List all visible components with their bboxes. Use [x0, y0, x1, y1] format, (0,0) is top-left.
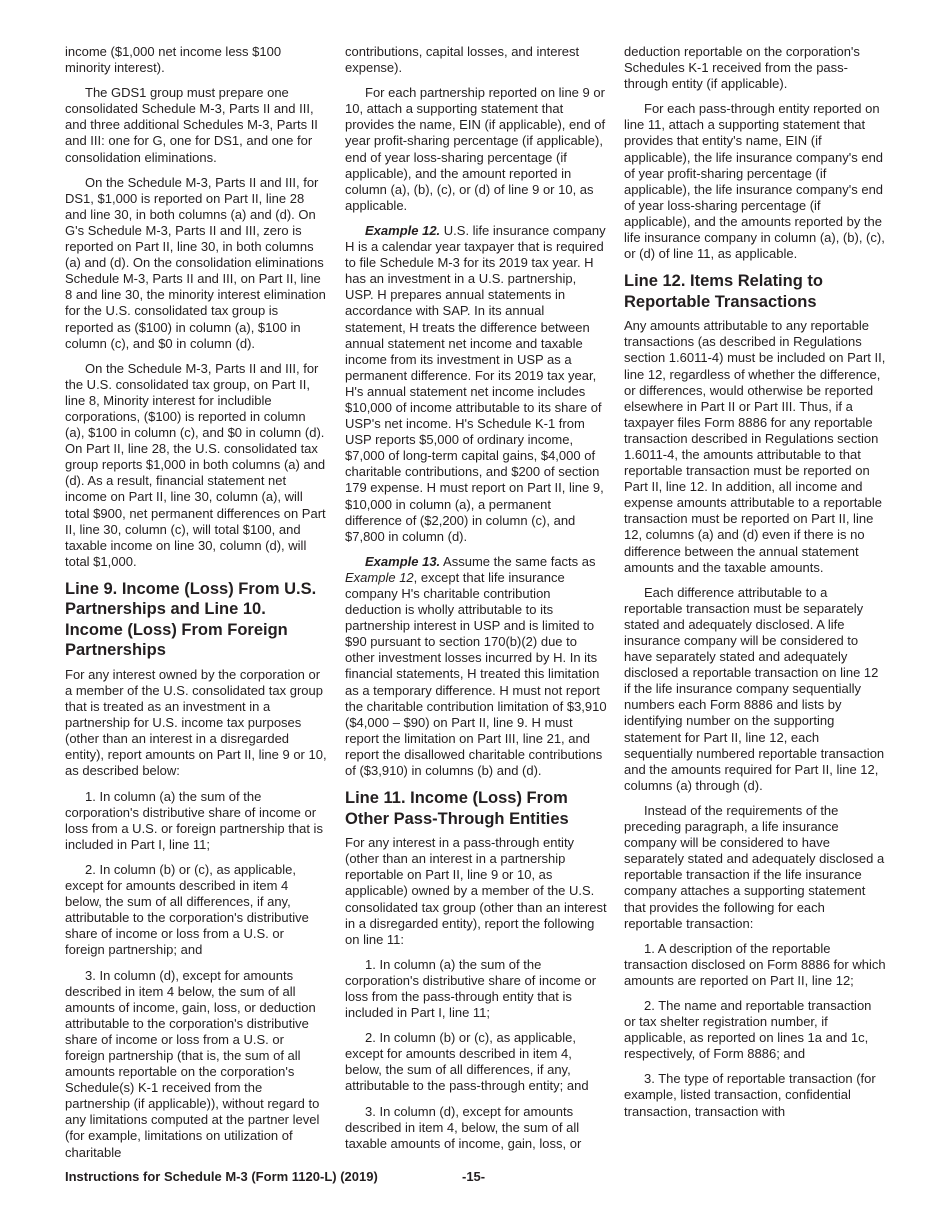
list-item: 2. The name and reportable transaction or tax shelter registration number, if applicable, as reported on lines 1a and 1c, respectively, of Form 8886; and	[624, 997, 872, 1062]
paragraph: Any amounts attributable to any reportable transactions (as described in Regulations section 1.6011-4) must be included on Part II, line 12, regardless of whether the difference, or differences, would otherwise be reported elsewhere in Part II or Part III. Thus, if a taxpayer files Form 8886 for any reportable transaction described in Regulations section 1.6011-4, the amounts attributable to that reportable transaction must be reported on Part II, line 12. In addition, all income and expense amounts attributable to a reportable transaction must be reported on Part II, line 12, columns (a) and (d) even if there is no difference between the annual statement amounts and the taxable amounts.	[624, 318, 886, 575]
list-item: 3. In column (d), except for amounts described in item 4, below, the sum of all taxable amounts of income, gain, loss, or	[345, 1103, 582, 1151]
paragraph: The GDS1 group must prepare one consolidated Schedule M-3, Parts II and III, and three additional Schedules M-3, Parts II and III: one for G, one for DS1, and one for consolidation eliminations.	[65, 85, 318, 165]
page-number: -15-	[462, 1169, 486, 1184]
section-heading-line-12: Line 12. Items Relating to Reportable Transactions	[624, 272, 823, 311]
list-item: 2. In column (b) or (c), as applicable, except for amounts described in item 4 below, the sum of all differences, if any, attributable to the corporation's distributive share of income or loss from a U.S. or foreign partnership; and	[65, 861, 309, 958]
paragraph: Instead of the requirements of the preceding paragraph, a life insurance company will be considered to have separately stated and adequately disclosed a reportable transaction if the life insurance company attaches a supporting statement that provides the following for each reportable transaction:	[624, 802, 885, 931]
column-3	[624, 44, 886, 1129]
example-text: Assume the same facts as	[440, 553, 596, 569]
footer-title: Instructions for Schedule M-3 (Form 1120-L) (2019)	[65, 1169, 378, 1184]
paragraph: For any interest in a pass-through entity (other than an interest in a partnership reportable on Part II, line 9 or 10, as applicable) owned by a member of the U.S. consolidated tax group (other than an interest in a disregarded entity), report the following on line 11:	[345, 835, 607, 947]
list-item: 3. In column (d), except for amounts described in item 4 below, the sum of all amounts of income, gain, loss, or deduction attributable to the corporation's distributive share of income or loss from a U.S. or foreign partnership (that is, the sum of all amounts reportable on the corporation's Schedule(s) K-1 received from the partnership (if applicable)), without regard to any limitations computed at the partner level (for example, limitations on utilization of charitable	[65, 967, 320, 1160]
paragraph: For each partnership reported on line 9 or 10, attach a supporting statement that provides the name, EIN (if applicable), end of year profit-sharing percentage (if applicable), end of year loss-sharing percentage (if applicable), and the amount reported in column (a), (b), (c), or (d) of line 9 or 10, as applicable.	[345, 85, 606, 213]
example-text: , except that life insurance company H's charitable contribution deduction is wholly attributable to its partnership interest in USP and is limited to $90 pursuant to section 170(b)(2) due to other investment losses incurred by H. In its financial statements, H treated this limitation as a temporary difference. H must not report the charitable contribution limitation of $3,910 ($4,000 – $90) on Part II, line 9. H must report the limitation on Part III, line 21, and report the disallowed charitable contributions of ($3,910) in columns (b) and (d).	[345, 569, 607, 779]
example-label: Example 12.	[365, 222, 441, 238]
list-item: 3. The type of reportable transaction (for example, listed transaction, confidential transaction, transaction with	[624, 1071, 876, 1119]
paragraph: For any interest owned by the corporation or a member of the U.S. consolidated tax group that is treated as an investment in a partnership for U.S. income tax purposes (other than an interest in a disregarded entity), report amounts on Part II, line 9 or 10, as described below:	[65, 666, 327, 779]
example-12	[345, 223, 607, 545]
list-item: 2. In column (b) or (c), as applicable, except for amounts described in item 4, below, the sum of all differences, if any, attributable to the pass-through entity; and	[345, 1030, 589, 1094]
section-heading-line-9-10: Line 9. Income (Loss) From U.S. Partnerships and Line 10. Income (Loss) From Foreign Partnerships	[65, 579, 317, 660]
paragraph: On the Schedule M-3, Parts II and III, for the U.S. consolidated tax group, on Part II, line 8, Minority interest for includible corporations, ($100) is reported in column (a), $100 in column (c), and $0 in column (d). On Part II, line 28, the U.S. consolidated tax group reports $1,000 in both columns (a) and (d). As a result, financial statement net income on Part II, line 30, column (a), will total $900, net permanent differences on Part II, line 30, column (c), will total $100, and taxable income on line 30, column (d), will total $1,000.	[65, 360, 326, 569]
column-1	[65, 44, 327, 1170]
paragraph: For each pass-through entity reported on line 11, attach a supporting statement that provides that entity's name, EIN (if applicable), the life insurance company's end of year profit-sharing percentage (if applicable), the life insurance company's end of year loss-sharing percentage (if applicable), and the amounts reported by the life insurance company in column (a), (b), (c), or (d) of line 11, as applicable.	[624, 101, 885, 262]
list-item: 1. In column (a) the sum of the corporation's distributive share of income or loss from a U.S. or foreign partnership that is included in Part I, line 11;	[65, 788, 323, 852]
example-text: U.S. life insurance company H is a calendar year taxpayer that is required to file Schedule M-3 for its 2019 tax year. H has an investment in a U.S. partnership, USP. H prepares annual statements in accordance with SAP. In its annual statement, H treats the difference between annual statement net income and taxable income from its investment in USP as a permanent difference. For its 2019 tax year, H's annual statement net income includes $10,000 of income attributable to its share of USP's net income. H's Schedule K-1 from USP reports $5,000 of ordinary income, $7,000 of long-term capital gains, $4,000 of charitable contributions, and $200 of section 179 expense. H must report on Part II, line 9, $10,000 in column (a), a permanent difference of ($2,200) in column (c), and $7,800 in column (d).	[345, 222, 606, 544]
paragraph: On the Schedule M-3, Parts II and III, for DS1, $1,000 is reported on Part II, line 28 and line 30, in both columns (a) and (d). On G's Schedule M-3, Parts II and III, zero is reported on Part II, line 30, in both columns (a) and (d). On the consolidation eliminations Schedule M-3, Parts II and III, on Part II, line 8 and line 30, the minority interest elimination for the U.S. consolidated tax group is reported as ($100) in column (a), $100 in column (c), and $0 in column (d).	[65, 174, 326, 351]
example-13	[345, 554, 607, 779]
paragraph: Each difference attributable to a reportable transaction must be separately stated and adequately disclosed. A life insurance company will be considered to have separately stated and adequately disclosed a reportable transaction on line 12 if the life insurance company sequentially numbers each Form 8886 and lists by identifying number on the supporting statement for Part II, line 12, each sequentially numbered reportable transaction and the amounts required for Part II, line 12, columns (a) through (d).	[624, 584, 885, 793]
example-reference: Example 12	[345, 569, 414, 585]
example-label: Example 13.	[365, 553, 441, 569]
section-heading-line-11: Line 11. Income (Loss) From Other Pass-Through Entities	[345, 789, 569, 828]
list-item: 1. In column (a) the sum of the corporation's distributive share of income or loss from the pass-through entity that is included in Part I, line 11;	[345, 956, 597, 1021]
paragraph: contributions, capital losses, and interest expense).	[345, 44, 580, 76]
list-item: 1. A description of the reportable transaction disclosed on Form 8886 for which amounts are reported on Part II, line 12;	[624, 940, 886, 988]
paragraph: deduction reportable on the corporation's Schedules K-1 received from the pass-through entity (if applicable).	[624, 44, 860, 92]
paragraph: income ($1,000 net income less $100 minority interest).	[65, 44, 282, 76]
column-2	[345, 44, 607, 1161]
